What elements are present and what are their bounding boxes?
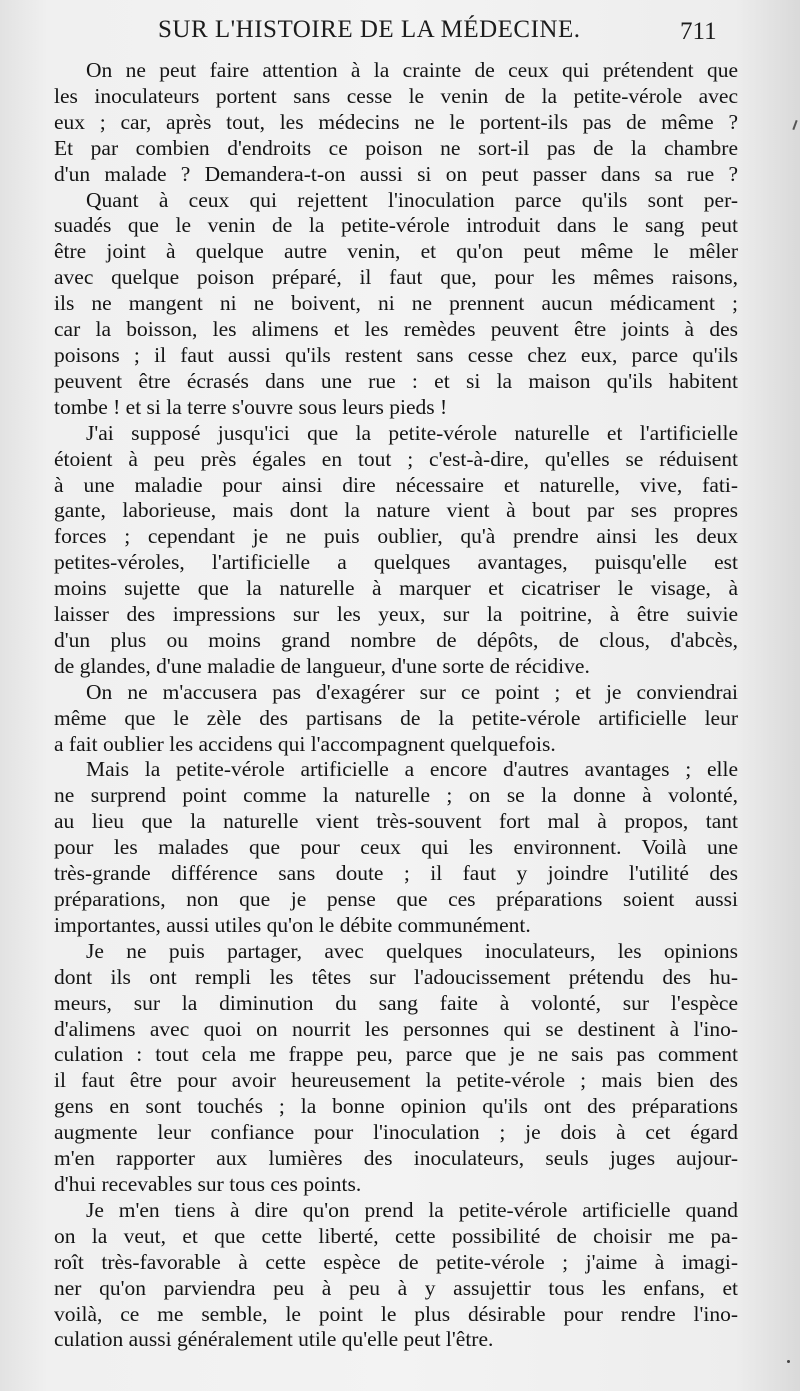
text-line: On ne peut faire attention à la crainte de ceux qui prétendent que: [86, 58, 738, 82]
body-text: [54, 58, 738, 1353]
text-line: forces ; cependant je ne puis oublier, qu'à prendre ainsi les deux: [54, 524, 738, 549]
text-line: importantes, aussi utiles qu'on le débite communément.: [54, 912, 531, 937]
text-line: culation : tout cela me frappe peu, parce que je ne sais pas comment: [54, 1042, 738, 1067]
text-line: préparations, non que je pense que ces préparations soient aussi: [54, 887, 738, 911]
text-line: culation aussi généralement utile qu'elle peut l'être.: [54, 1327, 494, 1352]
text-line: car la boisson, les alimens et les remèdes peuvent être joints à des: [54, 317, 738, 342]
text-line: pour les malades que pour ceux qui les environnent. Voilà une: [54, 835, 738, 860]
text-line: m'en rapporter aux lumières des inoculateurs, seuls juges aujour-: [54, 1146, 738, 1171]
text-line: dont ils ont rempli les têtes sur l'adoucissement prétendu des hu-: [54, 964, 738, 989]
page-number: 711: [680, 18, 717, 45]
text-line: de glandes, d'une maladie de langueur, d'une sorte de récidive.: [54, 653, 590, 678]
text-line: d'un malade ? Demandera-t-on aussi si on peut passer dans sa rue ?: [54, 161, 738, 186]
text-line: on la veut, et que cette liberté, cette possibilité de choisir me pa-: [54, 1223, 738, 1248]
text-line: J'ai supposé jusqu'ici que la petite-vérole naturelle et l'artificielle: [86, 420, 738, 445]
text-line: être joint à quelque autre venin, et qu'on peut même le mêler: [54, 239, 738, 264]
text-line: Je ne puis partager, avec quelques inoculateurs, les opinions: [86, 938, 738, 963]
text-line: étoient à peu près égales en tout ; c'est-à-dire, qu'elles se réduisent: [54, 446, 738, 471]
page-header: [0, 14, 800, 50]
text-line: gens en sont touchés ; la bonne opinion qu'ils ont des préparations: [54, 1094, 738, 1119]
text-line: a fait oublier les accidens qui l'accompagnent quelquefois.: [54, 731, 556, 756]
text-line: ne surprend point comme la naturelle ; on se la donne à volonté,: [54, 783, 738, 808]
text-line: meurs, sur la diminution du sang faite à volonté, sur l'espèce: [54, 990, 738, 1015]
text-line: moins sujette que la naturelle à marquer et cicatriser le visage, à: [54, 576, 738, 601]
text-line: Je m'en tiens à dire qu'on prend la petite-vérole artificielle quand: [86, 1197, 738, 1222]
text-line: avec quelque poison préparé, il faut que, pour les mêmes raisons,: [54, 265, 738, 290]
text-line: poisons ; il faut aussi qu'ils restent sans cesse chez eux, parce qu'ils: [54, 342, 738, 367]
text-line: augmente leur confiance pour l'inoculation ; je dois à cet égard: [54, 1120, 738, 1145]
text-line: au lieu que la naturelle vient très-souvent fort mal à propos, tant: [54, 809, 738, 834]
text-line: tombe ! et si la terre s'ouvre sous leurs pieds !: [54, 394, 448, 419]
text-line: Et par combien d'endroits ce poison ne sort-il pas de la chambre: [54, 135, 738, 160]
text-line: très-grande différence sans doute ; il faut y joindre l'utilité des: [54, 861, 738, 886]
text-line: même que le zèle des partisans de la petite-vérole artificielle leur: [54, 705, 738, 730]
scan-speck: [792, 120, 797, 130]
text-line: d'un plus ou moins grand nombre de dépôts, de clous, d'abcès,: [54, 627, 738, 652]
running-title: SUR L'HISTOIRE DE LA MÉDECINE.: [158, 16, 581, 43]
text-line: ils ne mangent ni ne boivent, ni ne prennent aucun médicament ;: [54, 291, 738, 316]
text-line: à une maladie pour ainsi dire nécessaire et naturelle, vive, fati-: [54, 472, 738, 497]
text-line: ner qu'on parviendra peu à peu à y assujettir tous les enfans, et: [54, 1275, 738, 1300]
text-line: Mais la petite-vérole artificielle a encore d'autres avantages ; elle: [86, 757, 738, 782]
text-line: il faut être pour avoir heureusement la petite-vérole ; mais bien des: [54, 1068, 738, 1093]
text-line: gante, laborieuse, mais dont la nature vient à bout par ses propres: [54, 498, 738, 523]
text-line: voilà, ce me semble, le point le plus désirable pour rendre l'ino-: [54, 1301, 738, 1326]
text-line: roît très-favorable à cette espèce de petite-vérole ; j'aime à imagi-: [54, 1249, 738, 1274]
text-line: d'alimens avec quoi on nourrit les personnes qui se destinent à l'ino-: [54, 1016, 738, 1041]
text-line: petites-véroles, l'artificielle a quelques avantages, puisqu'elle est: [54, 550, 738, 575]
text-line: suadés que le venin de la petite-vérole introduit dans le sang peut: [54, 213, 738, 238]
text-line: laisser des impressions sur les yeux, sur la poitrine, à être suivie: [54, 602, 738, 627]
scan-speck: [787, 1360, 790, 1363]
text-line: Quant à ceux qui rejettent l'inoculation parce qu'ils sont per-: [86, 187, 738, 212]
text-line: les inoculateurs portent sans cesse le venin de la petite-vérole avec: [54, 83, 738, 108]
text-line: eux ; car, après tout, les médecins ne le portent-ils pas de même ?: [54, 109, 738, 134]
text-line: d'hui recevables sur tous ces points.: [54, 1171, 362, 1196]
text-line: On ne m'accusera pas d'exagérer sur ce point ; et je conviendrai: [86, 679, 738, 704]
text-line: peuvent être écrasés dans une rue : et si la maison qu'ils habitent: [54, 368, 738, 393]
